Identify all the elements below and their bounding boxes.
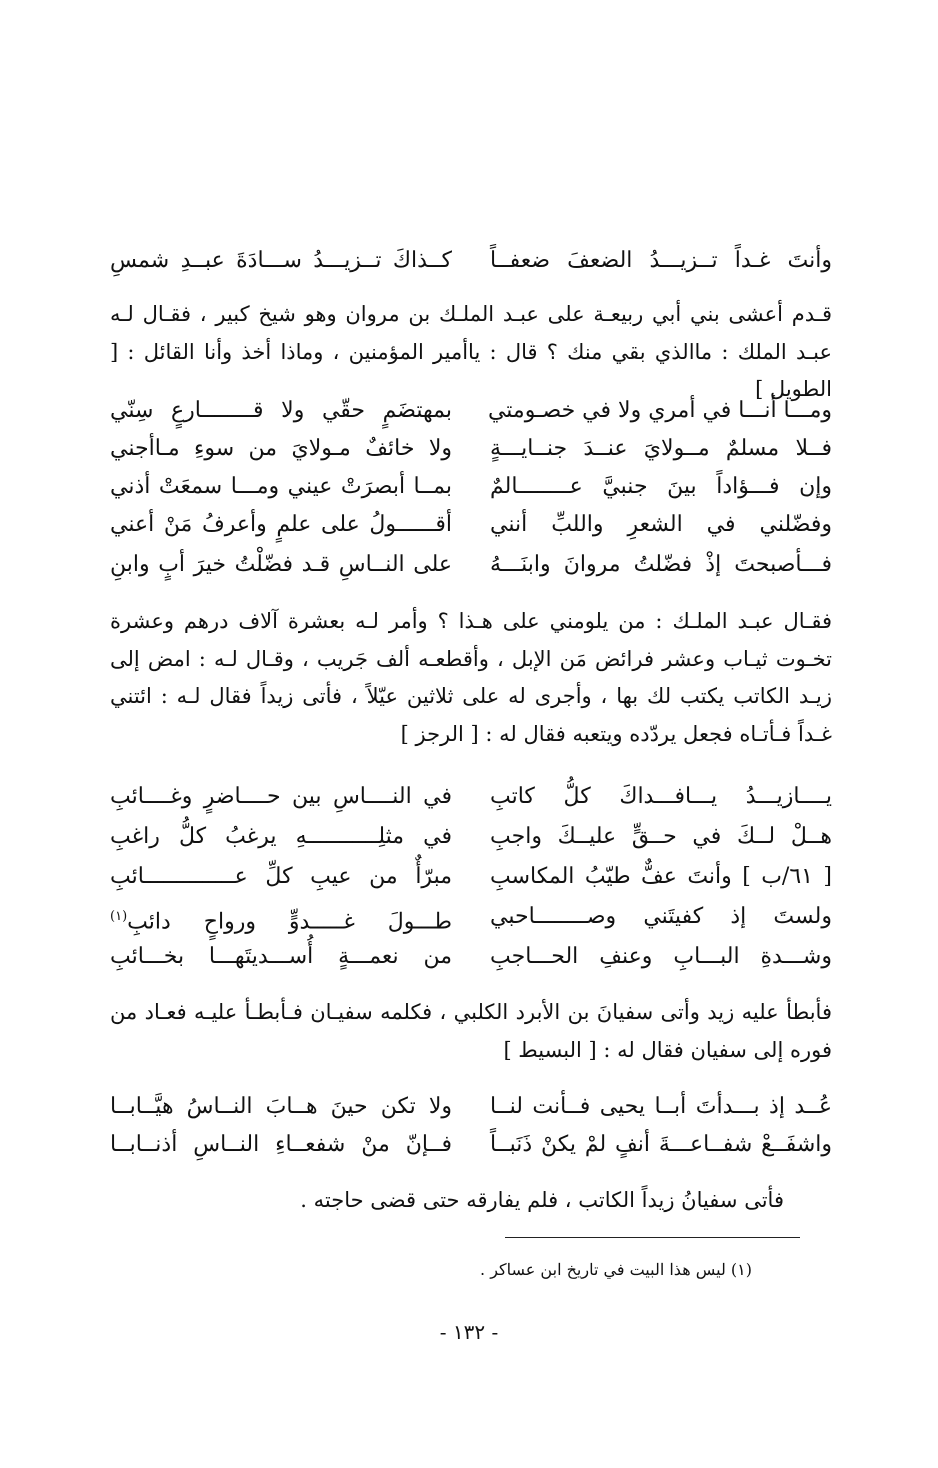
verse-second-hemistich: على النــاسِ قـد فضّلْتُ خيرَ أبٍ وابنِ bbox=[110, 552, 452, 577]
prose-paragraph: فأبطأ عليه زيد وأتى سفيانَ بن الأبرد الكلبي ، فكلمه سفيـان فـأبطـأ عليـه فعـاد من فوره إلى سفيان فقال له : [ البسيط ] bbox=[110, 1000, 832, 1062]
footnote: (١) ليس هذا البيت في تاريخ ابن عساكر . bbox=[480, 1260, 752, 1279]
verse-line bbox=[110, 818, 832, 856]
verse-line bbox=[110, 938, 832, 976]
verse-line bbox=[110, 468, 832, 506]
verse-first-hemistich: ومـــا أنـــا في أمري ولا في خصـومتي bbox=[487, 398, 832, 423]
verse-first-hemistich: هــلْ لــكَ في حــقٍّ عليــكَ واجبِ bbox=[490, 824, 832, 849]
verse-first-hemistich: واشفَــعْ شفــاعـــةَ أنفٍ لمْ يكنْ ذَنَبــاً bbox=[490, 1132, 832, 1157]
verse-first-hemistich: عُــد إذ بـــدأتَ أبــا يحيى فــأنت لنــا bbox=[490, 1094, 832, 1119]
verse-second-hemistich: مبرّأٌ من عيبِ كلِّ عــــــــــــــائبِ bbox=[110, 864, 452, 889]
verse-second-hemistich bbox=[110, 898, 452, 941]
verse-second-hemistich: من نعمـــةٍ أُســـديتَهـــا بخـــائبِ bbox=[110, 944, 452, 969]
verse-first-hemistich: وفضّلني في الشعرِ واللبِّ أنني bbox=[490, 512, 832, 537]
page-number: - ١٣٢ - bbox=[439, 1320, 499, 1344]
verse-first-hemistich: يــــازيـــدُ يـــافـــداكَ كلُّ كاتبِ bbox=[490, 784, 832, 809]
footnote-divider bbox=[505, 1237, 800, 1238]
prose-paragraph: قـدم أعشى بني أبي ربيعـة على عبـد الملـك بن مروان وهو شيخ كبير ، فقـال لـه عبـد الملك : ماالذي بقي منك ؟ قال : ياأمير المؤمنين ، وماذا أخذ وأنا القائل : [ الطويل ] bbox=[110, 302, 832, 401]
verse-line bbox=[110, 242, 832, 280]
verse-line bbox=[110, 898, 832, 936]
verse-first-hemistich: وشـــدةِ البـــابِ وعنفِ الحـــاجبِ bbox=[490, 944, 832, 969]
verse-second-hemistich: ولا تكن حينَ هــابَ النــاسُ هيَّــابــا bbox=[110, 1094, 452, 1119]
verse-line bbox=[110, 1126, 832, 1164]
verse-second-hemistich: في النــــاسِ بين حــــاضرٍ وغــــائبِ bbox=[110, 784, 452, 809]
verse-line bbox=[110, 506, 832, 544]
verse-second-hemistich: في مثلِـــــــــــهِ يرغبُ كلُّ راغبِ bbox=[110, 824, 452, 849]
verse-line bbox=[110, 546, 832, 584]
verse-first-hemistich: وأنتَ غـداً تــزيـــدُ الضعفَ ضعفــاً bbox=[490, 248, 832, 273]
prose-paragraph: فأتى سفيانُ زيداً الكاتب ، فلم يفارقه حتى قضى حاجته . bbox=[300, 1188, 784, 1212]
prose-paragraph: فقـال عبـد الملـك : من يلومني على هـذا ؟ وأمر لـه بعشرة آلاف درهم وعشرة تخـوت ثيـاب وعشر فرائض مَن الإبل ، وأقطعـه ألف جَريب ، وقـال لـه : امض إلى زيـد الكاتب يكتب لك بها ، وأجرى له على ثلاثين عيّلاً ، فأتى زيداً فقال لـه : ائتني غـداً فـأتـاه فجعل يردّده ويتعبه فقال له : [ الرجز ] bbox=[110, 609, 832, 746]
footnote-marker[interactable]: (١) bbox=[110, 909, 128, 924]
verse-line bbox=[110, 430, 832, 468]
verse-second-hemistich: أقــــــولُ على علمٍ وأعرفُ مَنْ أعني bbox=[110, 512, 452, 537]
verse-text: طـــولَ غـــــدوٍّ ورواحٍ دائبِ bbox=[127, 909, 452, 935]
verse-second-hemistich: فــإنّ منْ شفعــاءِ النــاسِ أذنــابــا bbox=[110, 1132, 452, 1157]
verse-second-hemistich: ولا خائفٌ مـولايَ من سوءِ مـاأجني bbox=[110, 436, 452, 461]
verse-line bbox=[110, 1088, 832, 1126]
verse-first-hemistich: ولستَ إذ كفيتَني وصــــــــاحبي bbox=[490, 904, 832, 929]
verse-second-hemistich: بمهتضَمٍ حقّي ولا قــــــــارعٍ سِنّي bbox=[110, 398, 452, 423]
verse-first-hemistich: فـــأصبحتَ إذْ فضّلتُ مروانَ وابنَـــهُ bbox=[490, 552, 832, 577]
verse-first-hemistich: فــلا مسلمٌ مــولايَ عنــدَ جنــايـــةٍ bbox=[490, 436, 832, 461]
verse-first-hemistich: وإن فـــؤاداً بينَ جنبيَّ عــــــــالمٌ bbox=[490, 474, 832, 499]
verse-line bbox=[110, 858, 832, 896]
verse-line bbox=[110, 778, 832, 816]
verse-second-hemistich: بمــا أبصرَتْ عيني ومـــا سمعَتْ أذني bbox=[110, 474, 452, 499]
verse-first-hemistich: [ ٦١/ب ] وأنتَ عفٌّ طيّبُ المكاسبِ bbox=[490, 864, 832, 889]
verse-second-hemistich: كــذاكَ تــزيـــدُ ســـادَةَ عبــدِ شمسِ bbox=[110, 248, 452, 273]
verse-line bbox=[110, 392, 832, 430]
